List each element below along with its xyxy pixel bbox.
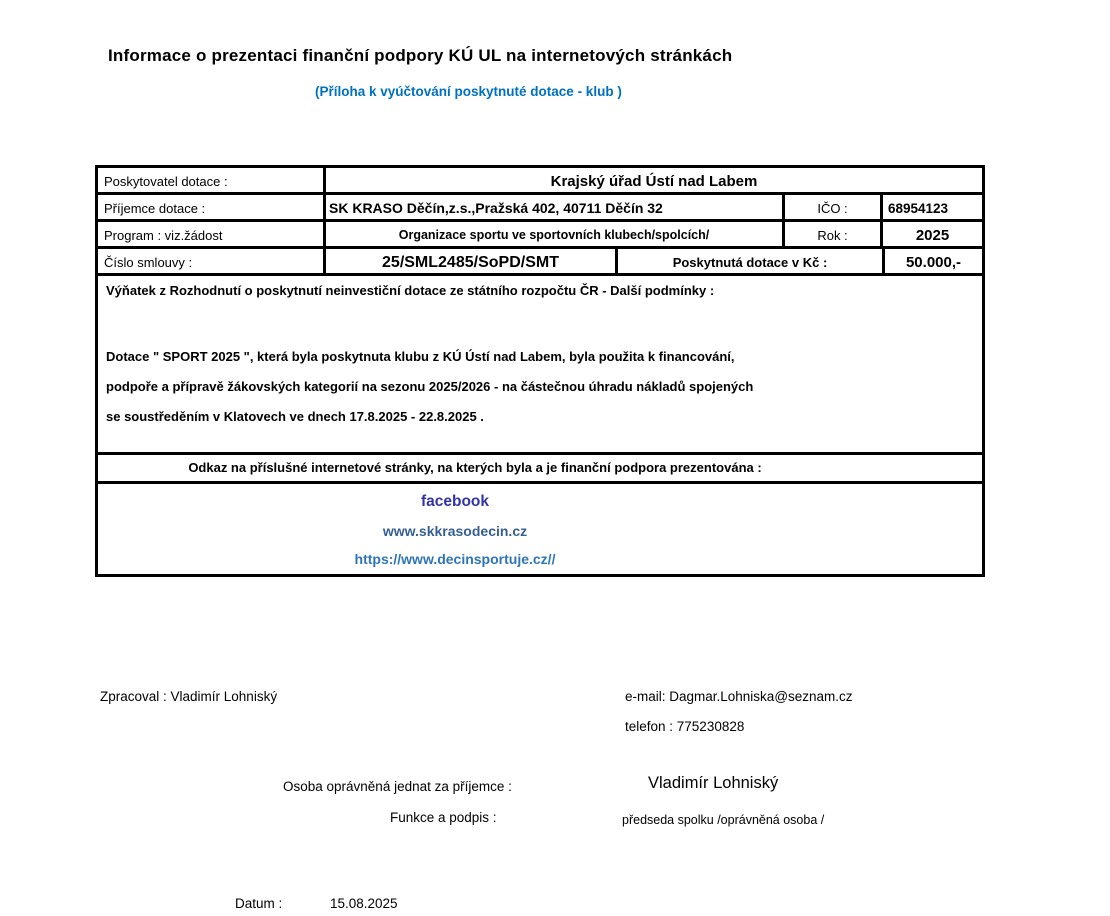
excerpt-line-1: Dotace " SPORT 2025 ", která byla poskytnuta klubu z KÚ Ústí nad Labem, byla použita k financování, xyxy=(106,349,735,364)
phone-text: telefon : 775230828 xyxy=(625,719,745,734)
ico-value: 68954123 xyxy=(888,201,949,216)
provider-label: Poskytovatel dotace : xyxy=(98,168,326,195)
function-signature-value: předseda spolku /oprávněná osoba / xyxy=(622,813,825,827)
excerpt-heading: Výňatek z Rozhodnutí o poskytnutí neinvestiční dotace ze státního rozpočtu ČR - Další podmínky : xyxy=(106,283,715,298)
table-row-links-header xyxy=(98,455,982,484)
link-decinsportuje[interactable]: https://www.decinsportuje.cz// xyxy=(354,551,556,567)
links-cell xyxy=(98,484,982,574)
date-value: 15.08.2025 xyxy=(330,896,398,911)
grant-amount-label: Poskytnutá dotace v Kč : xyxy=(618,249,885,276)
provider-value: Krajský úřad Ústí nad Labem xyxy=(550,173,758,190)
contract-value: 25/SML2485/SoPD/SMT xyxy=(326,249,618,276)
recipient-label: Příjemce dotace : xyxy=(98,195,326,222)
excerpt-cell xyxy=(98,276,761,452)
program-label: Program : viz.žádost xyxy=(98,222,326,249)
contract-label: Číslo smlouvy : xyxy=(98,249,326,276)
table-row-program xyxy=(98,222,982,249)
ico-label: IČO : xyxy=(785,195,883,222)
page-title: Informace o prezentaci finanční podpory KÚ UL na internetových stránkách xyxy=(108,46,733,65)
link-facebook[interactable]: facebook xyxy=(420,493,490,510)
recipient-value: SK KRASO Děčín,z.s.,Pražská 402, 40711 Děčín 32 xyxy=(326,195,785,222)
authorized-person-name: Vladimír Lohniský xyxy=(648,774,779,792)
program-value: Organizace sportu ve sportovních klubech/spolcích/ xyxy=(326,222,785,249)
year-label: Rok : xyxy=(785,222,883,249)
date-label: Datum : xyxy=(235,896,283,911)
table-row-excerpt xyxy=(98,276,982,455)
links-header: Odkaz na příslušné internetové stránky, na kterých byla a je finanční podpora prezentována : xyxy=(188,460,762,475)
email-text: e-mail: Dagmar.Lohniska@seznam.cz xyxy=(625,689,853,704)
year-value: 2025 xyxy=(915,227,950,244)
table-row-provider xyxy=(98,168,982,195)
link-skkrasodecin[interactable]: www.skkrasodecin.cz xyxy=(382,523,528,539)
table-row-contract xyxy=(98,249,982,276)
grant-info-table xyxy=(95,165,985,577)
excerpt-line-3: se soustředěním v Klatovech ve dnech 17.8.2025 - 22.8.2025 . xyxy=(106,409,484,424)
table-row-recipient xyxy=(98,195,982,222)
excerpt-line-2: podpoře a přípravě žákovských kategorií na sezonu 2025/2026 - na částečnou úhradu nákladů spojených xyxy=(106,379,754,394)
page-subtitle: (Příloha k vyúčtování poskytnuté dotace - klub ) xyxy=(315,84,622,99)
table-row-links xyxy=(98,484,982,574)
function-signature-label: Funkce a podpis : xyxy=(390,810,497,825)
grant-amount-value: 50.000,- xyxy=(905,254,962,271)
prepared-by-text: Zpracoval : Vladimír Lohniský xyxy=(100,689,278,704)
authorized-person-label: Osoba oprávněná jednat za příjemce : xyxy=(283,779,512,794)
